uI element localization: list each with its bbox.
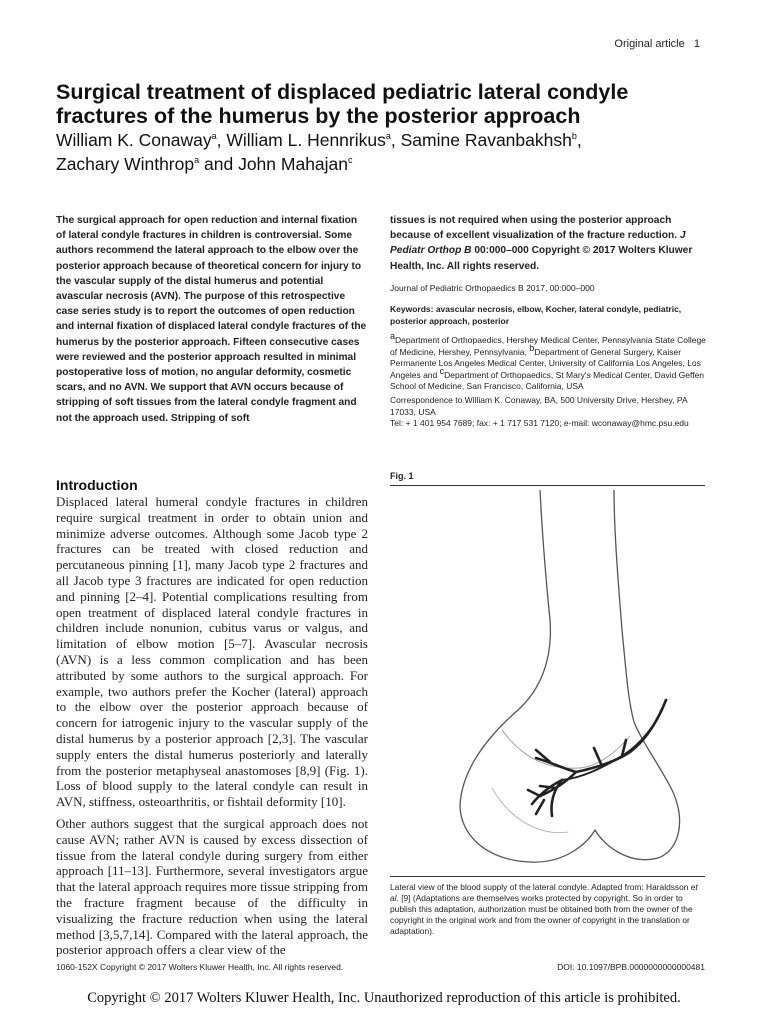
- figure-caption: [390, 882, 708, 937]
- doi: DOI: 10.1097/BPB.0000000000000481: [557, 962, 705, 972]
- affiliation-marker: c: [439, 365, 445, 376]
- author-separator: ,: [216, 130, 222, 150]
- abstract-citation-rest: 00:000–000 Copyright © 2017 Wolters Kluwer Health, Inc. All rights reserved.: [390, 245, 693, 272]
- affiliation-marker: a: [211, 131, 217, 142]
- journal-line: Journal of Pediatric Orthopaedics B 2017, 00:000–000: [390, 283, 595, 293]
- caption-text: [9] (Adaptations are themselves works protected by copyright. So in order to publish this adaptation, authorization must be obtained both from the owner of the copyright in the original work and from the owner of copyright in the translation or adaptation).: [390, 893, 693, 936]
- abstract-right-column: [390, 213, 710, 274]
- figure-top-rule: [390, 485, 705, 486]
- caption-text: Lateral view of the blood supply of the lateral condyle. Adapted from: Haraldsson: [390, 882, 689, 892]
- author-conjunction: and: [204, 154, 234, 174]
- affiliation-marker: a: [390, 331, 396, 342]
- affiliation-marker: b: [571, 131, 577, 142]
- author-name: William K. Conaway: [56, 130, 212, 150]
- author-name: William L. Hennrikus: [226, 130, 386, 150]
- author-name: Samine Ravanbakhsh: [400, 130, 572, 150]
- figure-bottom-rule: [390, 876, 705, 877]
- introduction-heading: Introduction: [56, 477, 138, 493]
- article-title: Surgical treatment of displaced pediatric lateral condyle fractures of the humerus by the posterior approach: [56, 80, 629, 128]
- author-list: [56, 128, 716, 176]
- humerus-illustration: [390, 490, 705, 872]
- author-separator: ,: [576, 130, 582, 150]
- abstract-left-column: The surgical approach for open reduction and internal fixation of lateral condyle fractures in children is controversial. Some authors recommend the lateral approach to the elbow over the posterior approach because of theoretical concern for injury to the vascular supply of the distal humerus and potential avascular necrosis (AVN). The purpose of this retrospective case series study is to report the outcomes of open reduction and internal fixation of displaced lateral condyle fractures of the humerus by the posterior approach. Fifteen consecutive cases were reviewed and the posterior approach resulted in minimal postoperative loss of motion, no angular deformity, cosmetic scars, and no AVN. We support that AVN occurs because of stripping of soft tissues from the lateral condyle fragment and not the approach used. Stripping of soft: [56, 215, 367, 424]
- affiliation-text: Department of Orthopaedics, Hershey Medical Center, Pennsylvania State College of Medicine, Hershey, Pennsylvania,: [390, 335, 706, 357]
- humerus-outline: [460, 490, 680, 862]
- affiliation-marker: c: [348, 155, 353, 166]
- affiliations: [390, 331, 710, 393]
- correspondence-contact: Tel: + 1 401 954 7689; fax: + 1 717 531 7120; e-mail: wconaway@hmc.psu.edu: [390, 418, 689, 429]
- abstract-citation-journal: J Pediatr Orthop B: [390, 230, 686, 257]
- condyle-contour: [492, 788, 568, 833]
- introduction-paragraph: Other authors suggest that the surgical approach does not cause AVN; rather AVN is caused by excess dissection of tissue from the lateral condyle during surgery from either approach [11–13]. Furthermore, several investigators argue that the lateral approach requires more tissue stripping from the fracture fragment because of the difficulty in visualizing the fracture reduction when using the lateral method [3,5,7,14]. Compared with the lateral approach, the posterior approach offers a clear view of the: [56, 816, 368, 958]
- figure-label: Fig. 1: [390, 471, 414, 481]
- affiliation-marker: a: [194, 155, 200, 166]
- correspondence-block: [390, 395, 710, 430]
- copyright-notice: Copyright © 2017 Wolters Kluwer Health, Inc. Unauthorized reproduction of this article is prohibited.: [87, 990, 681, 1006]
- author-name: John Mahajan: [238, 154, 349, 174]
- introduction-paragraph: Displaced lateral humeral condyle fractures in children require surgical treatment in order to obtain union and minimize adverse outcomes. Although some Jacob type 2 fractures can be treated with closed reduction and percutaneous pinning [1], many Jacob type 2 fractures and all Jacob type 3 fractures are indicated for open reduction and pinning [2–4]. Potential complications resulting from open treatment of displaced lateral condyle fractures in children include nonunion, cubitus varus or valgus, and limitation of elbow motion [5–7]. Avascular necrosis (AVN) is a less common complication and has been attributed by some authors to the surgical approach. For example, two authors prefer the Kocher (lateral) approach to the elbow over the posterior approach because of concern for iatrogenic injury to the vascular supply of the distal humerus by a posterior approach [2,3]. The vascular supply enters the distal humerus posteriorly and laterally from the posterior metaphyseal anastomoses [8,9] (Fig. 1). Loss of blood supply to the lateral condyle can result in AVN, stiffness, osteoarthritis, or fishtail deformity [10].: [56, 494, 368, 810]
- affiliation-marker: b: [529, 342, 535, 353]
- affiliation-text: Department of General Surgery, Kaiser Permanente Los Angeles Medical Center, University of California Los Angeles, Los Angeles and: [390, 346, 701, 380]
- affiliation-marker: a: [385, 131, 391, 142]
- abstract-continuation: tissues is not required when using the posterior approach because of excellent visualization of the fracture reduction.: [390, 215, 678, 242]
- author-separator: ,: [390, 130, 396, 150]
- issn-copyright: 1060-152X Copyright © 2017 Wolters Kluwer Health, Inc. All rights reserved.: [56, 962, 344, 972]
- keywords: Keywords: avascular necrosis, elbow, Kocher, lateral condyle, pediatric, posterior approach, posterior: [390, 304, 682, 326]
- caption-etal: et al.: [390, 882, 698, 903]
- running-head: Original article 1: [614, 38, 700, 50]
- author-name: Zachary Winthrop: [56, 154, 195, 174]
- affiliation-text: Department of Orthopaedics, St Mary's Medical Center, David Geffen School of Medicine, San Francisco, California, USA: [390, 369, 705, 392]
- blood-vessels: [528, 700, 666, 816]
- correspondence-address: Correspondence to William K. Conaway, BA, 500 University Drive, Hershey, PA 17033, USA: [390, 395, 688, 417]
